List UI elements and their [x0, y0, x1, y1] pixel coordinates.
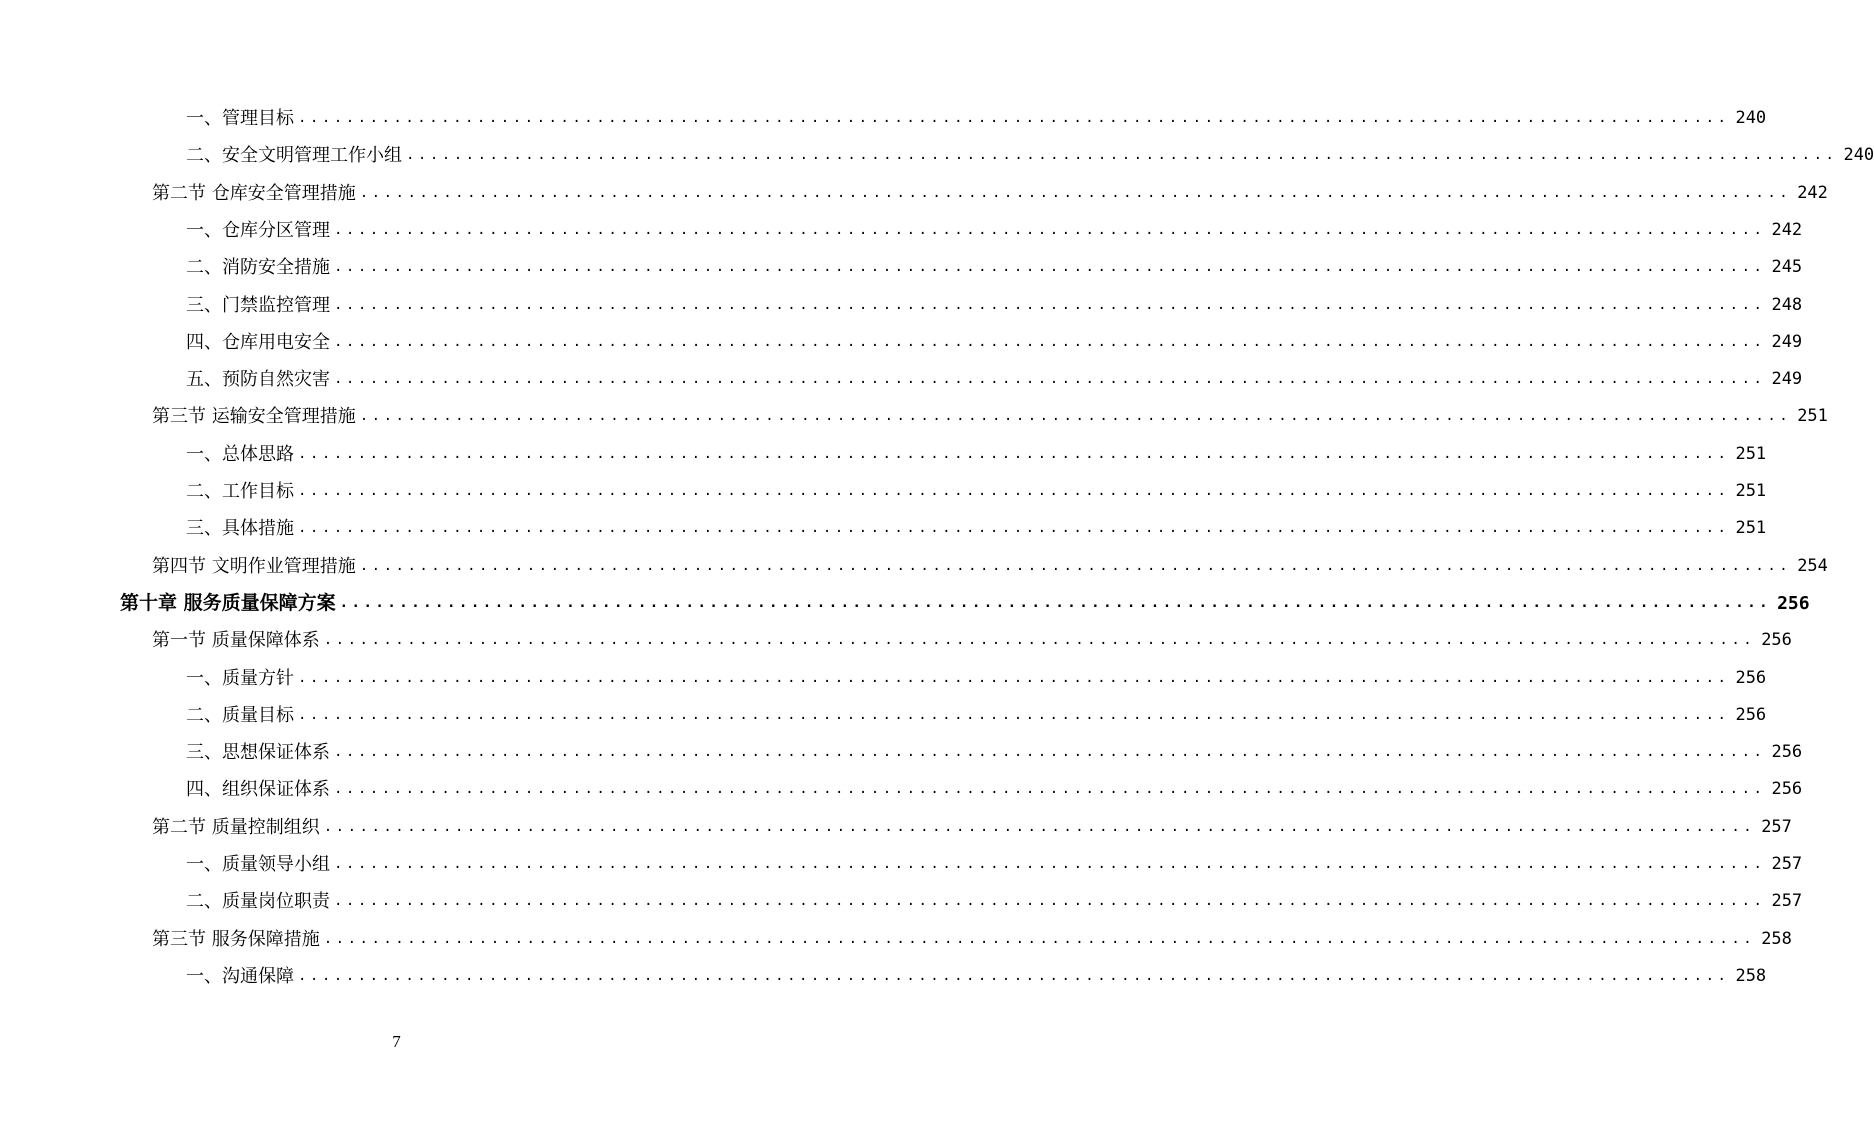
- toc-entry-title: 四、仓库用电安全: [186, 331, 330, 353]
- dot-leader: ........................................................................................................................: [334, 259, 1766, 276]
- toc-entry-title: 第一节 质量保障体系: [152, 630, 320, 652]
- dot-leader: ........................................................................................................................: [334, 781, 1766, 798]
- toc-entry-section[interactable]: [152, 398, 1828, 435]
- dot-leader: ........................................................................................................................: [298, 520, 1730, 537]
- toc-entry-title: 一、总体思路: [186, 443, 294, 465]
- toc-entry-item[interactable]: [186, 137, 1874, 174]
- toc-entry-item[interactable]: [186, 660, 1767, 697]
- dot-leader: ........................................................................................................................: [359, 557, 1792, 574]
- toc-entry-title: 二、质量目标: [186, 704, 294, 726]
- toc-entry-page: 258: [1761, 928, 1792, 949]
- toc-entry-title: 一、质量方针: [186, 667, 294, 689]
- toc-entry-page: 257: [1771, 854, 1803, 874]
- toc-entry-item[interactable]: [186, 846, 1803, 883]
- dot-leader: ........................................................................................................................: [359, 408, 1792, 425]
- toc-entry-page: 249: [1771, 369, 1803, 390]
- toc-entry-item[interactable]: [186, 958, 1767, 995]
- dot-leader: ........................................................................................................................: [298, 445, 1730, 462]
- toc-entry-title: 第三节 服务保障措施: [152, 928, 320, 950]
- toc-entry-page: 245: [1771, 257, 1803, 278]
- toc-entry-page: 248: [1771, 294, 1803, 315]
- toc-entry-page: 257: [1771, 891, 1803, 912]
- toc-entry-title: 一、沟通保障: [186, 965, 294, 987]
- toc-entry-title: 二、安全文明管理工作小组: [186, 145, 402, 167]
- toc-entry-page: 257: [1761, 816, 1792, 837]
- toc-entry-item[interactable]: [186, 697, 1767, 734]
- toc-entry-title: 二、消防安全措施: [186, 257, 330, 279]
- dot-leader: ........................................................................................................................: [334, 333, 1766, 350]
- dot-leader: ........................................................................................................................: [298, 967, 1730, 984]
- toc-entry-section[interactable]: [152, 622, 1792, 659]
- dot-leader: ........................................................................................................................: [406, 147, 1838, 164]
- toc-entry-page: 240: [1735, 108, 1767, 128]
- toc-entry-page: 240: [1843, 145, 1874, 166]
- toc-entry-page: 242: [1797, 182, 1828, 203]
- toc-entry-title: 四、组织保证体系: [186, 779, 330, 801]
- page-number: 7: [392, 1032, 401, 1051]
- toc-entry-title: 五、预防自然灾害: [186, 369, 330, 391]
- toc-entry-page: 249: [1771, 331, 1803, 352]
- toc-entry-page: 251: [1797, 406, 1828, 427]
- toc-entry-section[interactable]: [152, 921, 1792, 958]
- toc-entry-section[interactable]: [152, 809, 1792, 846]
- toc-entry-page: 256: [1735, 667, 1767, 688]
- toc-entry-item[interactable]: [186, 771, 1803, 808]
- toc-entry-item[interactable]: [186, 287, 1803, 324]
- dot-leader: ........................................................................................................................: [298, 669, 1730, 686]
- toc-entry-chapter[interactable]: [120, 585, 1810, 622]
- toc-entry-page: 256: [1777, 592, 1810, 614]
- toc-entry-page: 242: [1771, 219, 1803, 240]
- toc-entry-item[interactable]: [186, 324, 1803, 361]
- toc-entry-page: 256: [1771, 742, 1803, 763]
- toc-entry-item[interactable]: [186, 100, 1767, 137]
- dot-leader: ........................................................................................................................: [339, 594, 1772, 611]
- toc-entry-title: 三、门禁监控管理: [186, 294, 330, 316]
- toc-entry-item[interactable]: [186, 473, 1767, 510]
- dot-leader: ........................................................................................................................: [298, 706, 1730, 723]
- dot-leader: ........................................................................................................................: [323, 632, 1756, 649]
- toc-entry-title: 一、质量领导小组: [186, 854, 330, 875]
- toc-entry-title: 二、质量岗位职责: [186, 891, 330, 913]
- toc-entry-item[interactable]: [186, 249, 1803, 286]
- dot-leader: ........................................................................................................................: [334, 856, 1766, 872]
- toc-entry-title: 第四节 文明作业管理措施: [152, 555, 356, 577]
- toc-entry-title: 第二节 仓库安全管理措施: [152, 182, 356, 204]
- toc-entry-page: 254: [1797, 555, 1828, 576]
- toc-entry-title: 第三节 运输安全管理措施: [152, 406, 356, 428]
- dot-leader: ........................................................................................................................: [334, 893, 1766, 910]
- toc-entry-section[interactable]: [152, 175, 1828, 212]
- toc-entry-item[interactable]: [186, 734, 1803, 771]
- toc-entry-page: 256: [1771, 779, 1803, 800]
- toc-entry-item[interactable]: [186, 436, 1767, 473]
- toc-entry-title: 二、工作目标: [186, 481, 294, 502]
- toc-entry-title: 三、思想保证体系: [186, 742, 330, 764]
- toc-entry-title: 三、具体措施: [186, 518, 294, 540]
- toc-entry-title: 一、仓库分区管理: [186, 219, 330, 241]
- dot-leader: ........................................................................................................................: [334, 221, 1766, 238]
- toc-entry-item[interactable]: [186, 361, 1803, 398]
- toc-entry-page: 251: [1735, 443, 1767, 464]
- dot-leader: ........................................................................................................................: [334, 296, 1766, 313]
- toc-entry-page: 251: [1735, 518, 1767, 539]
- dot-leader: ........................................................................................................................: [323, 930, 1756, 947]
- toc-entry-title: 第十章 服务质量保障方案: [120, 591, 336, 614]
- toc-entry-page: 251: [1735, 481, 1767, 501]
- dot-leader: ........................................................................................................................: [334, 744, 1766, 761]
- dot-leader: ........................................................................................................................: [359, 184, 1792, 201]
- dot-leader: ........................................................................................................................: [334, 371, 1766, 388]
- dot-leader: ........................................................................................................................: [298, 483, 1730, 499]
- toc-entry-item[interactable]: [186, 883, 1803, 920]
- toc-entry-item[interactable]: [186, 510, 1767, 547]
- toc-entry-page: 258: [1735, 965, 1767, 986]
- toc-entry-title: 第二节 质量控制组织: [152, 816, 320, 838]
- toc-entry-page: 256: [1735, 704, 1767, 725]
- dot-leader: ........................................................................................................................: [298, 110, 1730, 126]
- toc-entry-section[interactable]: [152, 548, 1828, 585]
- toc-entry-title: 一、管理目标: [186, 108, 294, 129]
- toc-entry-page: 256: [1761, 630, 1792, 651]
- dot-leader: ........................................................................................................................: [323, 818, 1756, 835]
- toc-entry-item[interactable]: [186, 212, 1803, 249]
